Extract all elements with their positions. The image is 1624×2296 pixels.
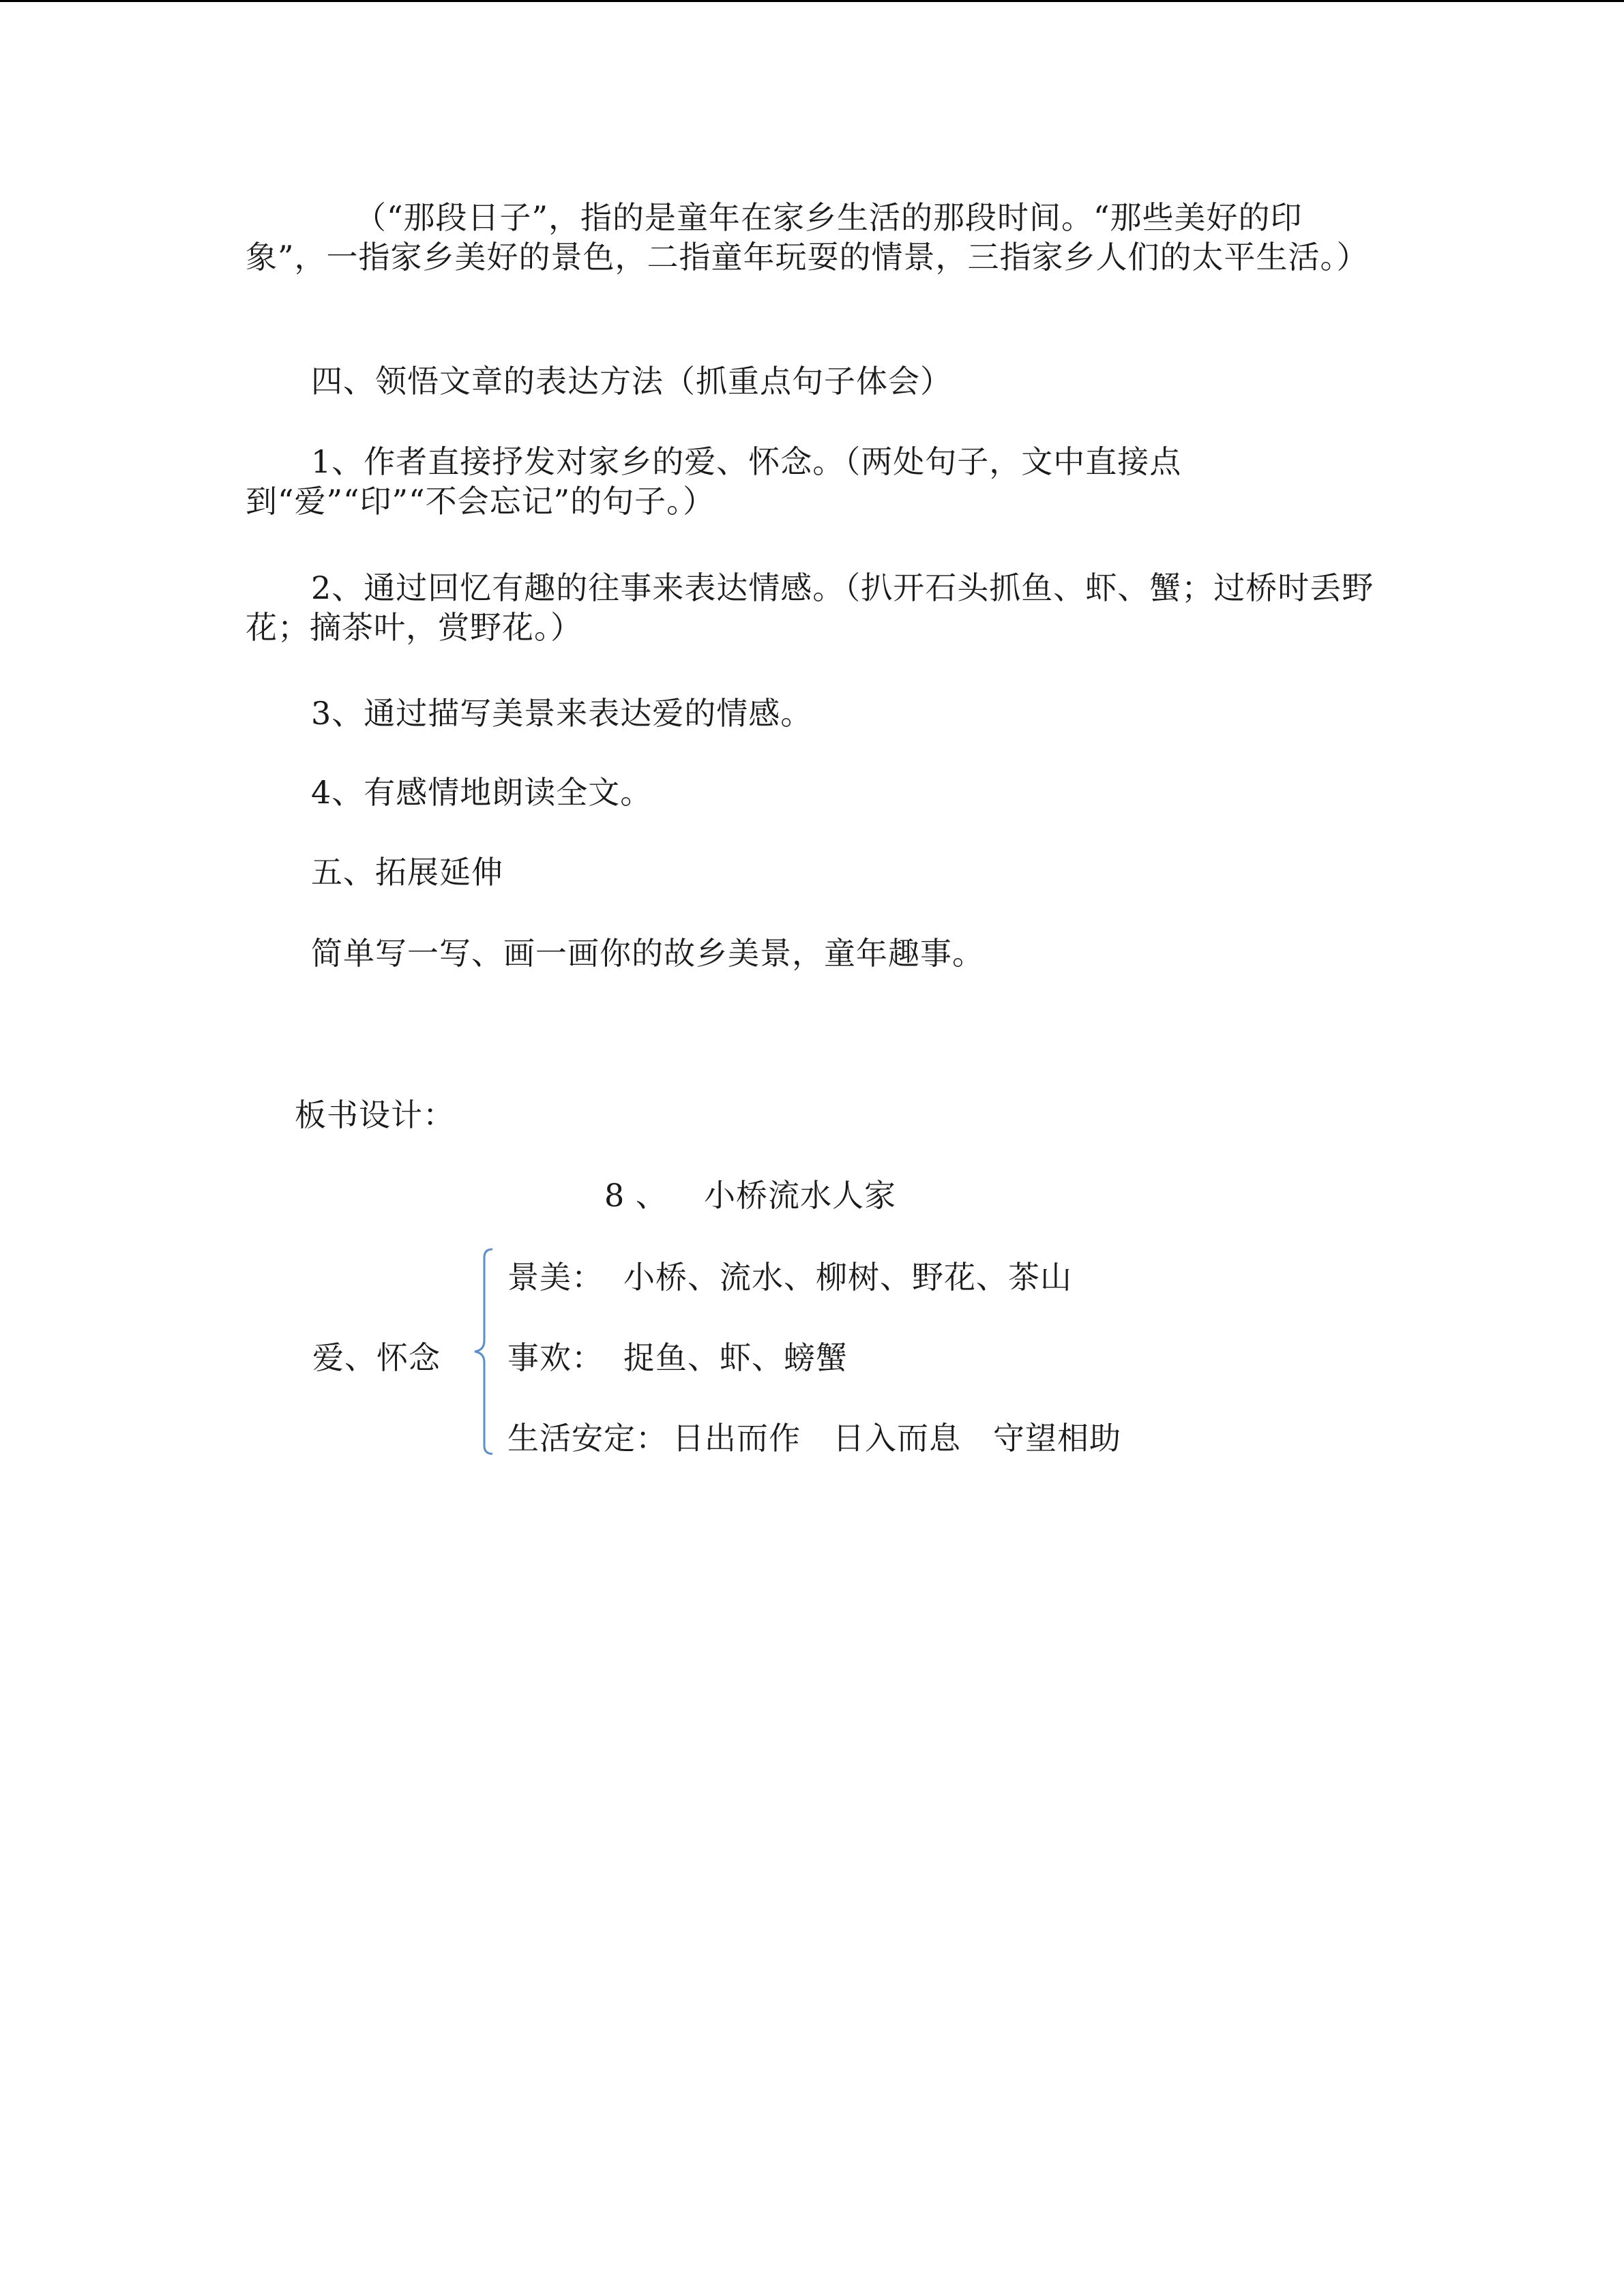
list-item-2: 2、通过回忆有趣的往事来表达情感。（扒开石头抓鱼、虾、蟹；过桥时丢野花；摘茶叶，赏野花。） — [246, 569, 1374, 646]
branch-scenery-label: 景美： — [507, 1259, 604, 1296]
section-five-heading: 五、拓展延伸 — [311, 854, 503, 891]
list-item-4: 4、有感情地朗读全文。 — [311, 774, 653, 811]
board-design-heading: 板书设计： — [295, 1097, 455, 1133]
page-top-border — [0, 0, 1624, 2]
branch-scenery-content: 小桥、流水、柳树、野花、茶山 — [623, 1259, 1072, 1296]
branch-life-label: 生活安定： — [507, 1420, 668, 1457]
board-root-label: 爱、怀念 — [312, 1339, 441, 1376]
branch-fun-label: 事欢： — [507, 1339, 604, 1376]
list-item-3: 3、通过描写美景来表达爱的情感。 — [311, 695, 813, 732]
section-four-heading: 四、领悟文章的表达方法（抓重点句子体会） — [311, 363, 952, 400]
board-title: 小桥流水人家 — [704, 1177, 896, 1214]
branch-life-content: 日出而作 日入而息 守望相助 — [673, 1420, 1121, 1457]
branch-fun-content: 捉鱼、虾、螃蟹 — [623, 1339, 848, 1376]
board-title-number: 8 、 — [604, 1177, 668, 1214]
brace-icon — [468, 1248, 495, 1456]
list-item-1: 1、作者直接抒发对家乡的爱、怀念。（两处句子，文中直接点到“爱”“印”“不会忘记”的句子。） — [246, 443, 1182, 520]
paragraph-explanation: （“那段日子”，指的是童年在家乡生活的那段时间。“那些美好的印象”，一指家乡美好的景色，二指童年玩耍的情景，三指家乡人们的太平生活。） — [246, 199, 1369, 275]
extension-task: 简单写一写、画一画你的故乡美景，童年趣事。 — [311, 935, 984, 972]
